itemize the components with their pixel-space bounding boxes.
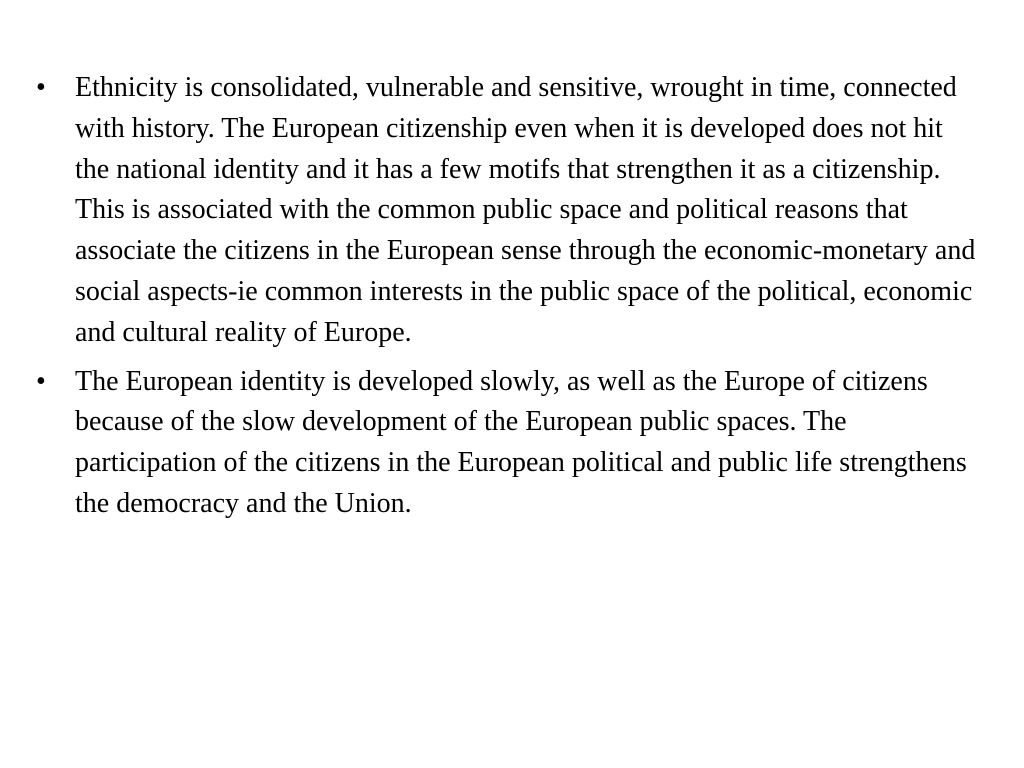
bullet-list (36, 68, 976, 533)
bullet-icon: • (36, 365, 46, 397)
bullet-item-european-identity (36, 362, 976, 525)
bullet-text: Ethnicity is consolidated, vulnerable and sensitive, wrought in time, connected with history. The European citizenship even when it is developed does not hit the national identity and it has a few motifs that strengthen it as a citizenship. This is associated with the common public space and political reasons that associate the citizens in the European sense through the economic-monetary and social aspects-ie common interests in the public space of the political, economic and cultural reality of Europe. (75, 72, 976, 348)
bullet-item-ethnicity (36, 68, 976, 354)
bullet-text: The European identity is developed slowly, as well as the Europe of citizens because of the slow development of the European public spaces. The participation of the citizens in the European political and public life strengthens the democracy and the Union. (75, 365, 967, 519)
bullet-icon: • (36, 72, 46, 103)
